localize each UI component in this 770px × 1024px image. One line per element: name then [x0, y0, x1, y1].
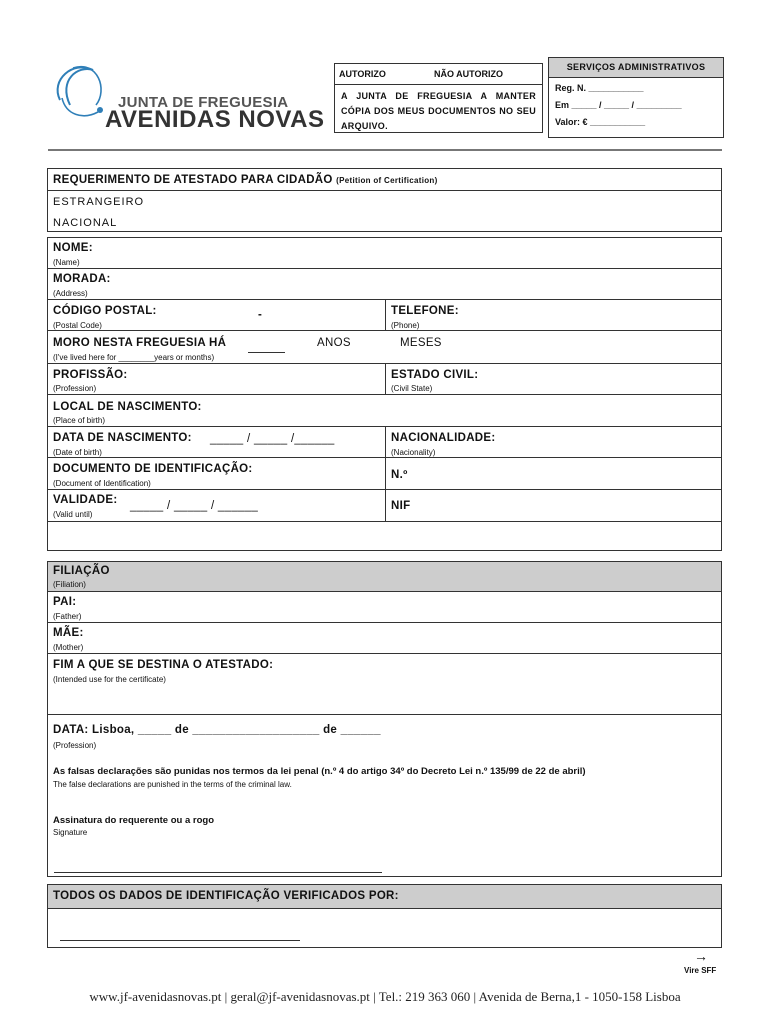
validade-fill[interactable]: _____ / _____ / ______: [130, 500, 259, 512]
row-documento: [47, 457, 722, 490]
row-pai[interactable]: [47, 591, 722, 623]
validade-label-en: (Valid until): [53, 510, 93, 519]
data-lisboa[interactable]: DATA: Lisboa, _____ de ___________________ de ______: [53, 724, 381, 736]
data-nascimento-label-en: (Date of birth): [53, 448, 102, 457]
numero-label: N.º: [391, 469, 408, 481]
moro-label: MORO NESTA FREGUESIA HÁ: [53, 337, 227, 349]
row-nome[interactable]: [47, 237, 722, 269]
nome-label-en: (Name): [53, 258, 80, 267]
estado-label-en: (Civil State): [391, 384, 433, 393]
validade-label: VALIDADE:: [53, 494, 118, 506]
anos-label: ANOS: [317, 337, 351, 349]
row-mae[interactable]: [47, 622, 722, 654]
vire-sff: Vire SFF: [684, 966, 717, 975]
logo-line1: JUNTA DE FREGUESIA: [118, 94, 289, 111]
not-authorize-option[interactable]: NÃO AUTORIZO: [434, 69, 503, 79]
pai-label-en: (Father): [53, 612, 82, 621]
codigo-label: CÓDIGO POSTAL:: [53, 305, 157, 317]
authorize-option[interactable]: AUTORIZO: [339, 69, 386, 79]
signature-line[interactable]: [54, 872, 382, 873]
documento-label: DOCUMENTO DE IDENTIFICAÇÃO:: [53, 463, 253, 475]
filiacao-header: [47, 561, 722, 592]
valor: Valor: € ___________: [555, 117, 646, 127]
profissao-label: PROFISSÃO:: [53, 369, 128, 381]
documento-label-en: (Document of Identification): [53, 479, 151, 488]
nif-label: NIF: [391, 500, 411, 512]
row-moro[interactable]: [47, 330, 722, 364]
fim-label: FIM A QUE SE DESTINA O ATESTADO:: [53, 659, 274, 671]
meses-label: MESES: [400, 337, 442, 349]
codigo-dash: -: [258, 309, 263, 321]
arrow-right-icon: →: [694, 948, 708, 964]
local-label-en: (Place of birth): [53, 416, 106, 425]
em-date: Em _____ / _____ / _________: [555, 100, 682, 110]
row-fim[interactable]: [47, 653, 722, 715]
header-divider: [48, 149, 722, 151]
assinatura-label-en: Signature: [53, 828, 88, 837]
verify-block: [47, 908, 722, 948]
row-blank[interactable]: [47, 521, 722, 551]
mae-label-en: (Mother): [53, 643, 84, 652]
pai-label: PAI:: [53, 596, 77, 608]
verify-header: [47, 884, 722, 909]
row-codigo-telefone: [47, 299, 722, 331]
morada-label-en: (Address): [53, 289, 88, 298]
mae-label: MÃE:: [53, 627, 84, 639]
filiacao-title-en: (Filiation): [53, 580, 86, 589]
morada-label: MORADA:: [53, 273, 111, 285]
row-validade-nif: [47, 489, 722, 522]
nacionalidade-label: NACIONALIDADE:: [391, 432, 496, 444]
row-data-nacionalidade: [47, 426, 722, 458]
form-title-en: (Petition of Certification): [336, 176, 438, 185]
codigo-label-en: (Postal Code): [53, 321, 102, 330]
reg-number: Reg. N. ___________: [555, 83, 644, 93]
form-title: REQUERIMENTO DE ATESTADO PARA CIDADÃO: [53, 174, 333, 186]
assinatura-label: Assinatura do requerente ou a rogo: [53, 815, 214, 826]
nome-label: NOME:: [53, 242, 93, 254]
verify-signature-line[interactable]: [60, 940, 300, 941]
nacionalidade-label-en: (Nacionality): [391, 448, 436, 457]
services-title: SERVIÇOS ADMINISTRATIVOS: [549, 58, 723, 78]
telefone-label: TELEFONE:: [391, 305, 459, 317]
filiacao-title: FILIAÇÃO: [53, 565, 110, 577]
option-nacional[interactable]: NACIONAL: [53, 217, 118, 229]
services-box: [548, 57, 724, 138]
data-nascimento-fill[interactable]: _____ / _____ /______: [210, 433, 335, 445]
falsas-declaracoes: As falsas declarações são punidas nos termos da lei penal (n.º 4 do artigo 34º do Decreto Lei n.º 135/99 de 22 de abril): [53, 766, 586, 777]
authorization-text: A JUNTA DE FREGUESIA A MANTER CÓPIA DOS MEUS DOCUMENTOS NO SEU ARQUIVO.: [341, 91, 536, 131]
declaration-block: [47, 714, 722, 877]
row-local[interactable]: [47, 394, 722, 427]
fim-label-en: (Intended use for the certificate): [53, 675, 166, 684]
data-nascimento-label: DATA DE NASCIMENTO:: [53, 432, 192, 444]
verify-title: TODOS OS DADOS DE IDENTIFICAÇÃO VERIFICADOS POR:: [53, 890, 399, 902]
authorization-box: [334, 63, 543, 133]
local-label: LOCAL DE NASCIMENTO:: [53, 401, 202, 413]
row-morada[interactable]: [47, 268, 722, 300]
moro-label-en: (I've lived here for ________years or months): [53, 353, 215, 362]
telefone-label-en: (Phone): [391, 321, 420, 330]
title-block: [47, 168, 722, 232]
row-profissao-estado: [47, 363, 722, 395]
footer-contact: www.jf-avenidasnovas.pt | geral@jf-avenidasnovas.pt | Tel.: 219 363 060 | Avenida de Berna,1 - 1050-158 Lisboa: [89, 989, 681, 1004]
estado-label: ESTADO CIVIL:: [391, 369, 479, 381]
option-estrangeiro[interactable]: ESTRANGEIRO: [53, 196, 145, 208]
profissao-label-en: (Profession): [53, 384, 97, 393]
logo-line2: AVENIDAS NOVAS: [105, 106, 325, 133]
falsas-declaracoes-en: The false declarations are punished in the terms of the criminal law.: [53, 780, 292, 789]
data-lisboa-en: (Profession): [53, 741, 97, 750]
